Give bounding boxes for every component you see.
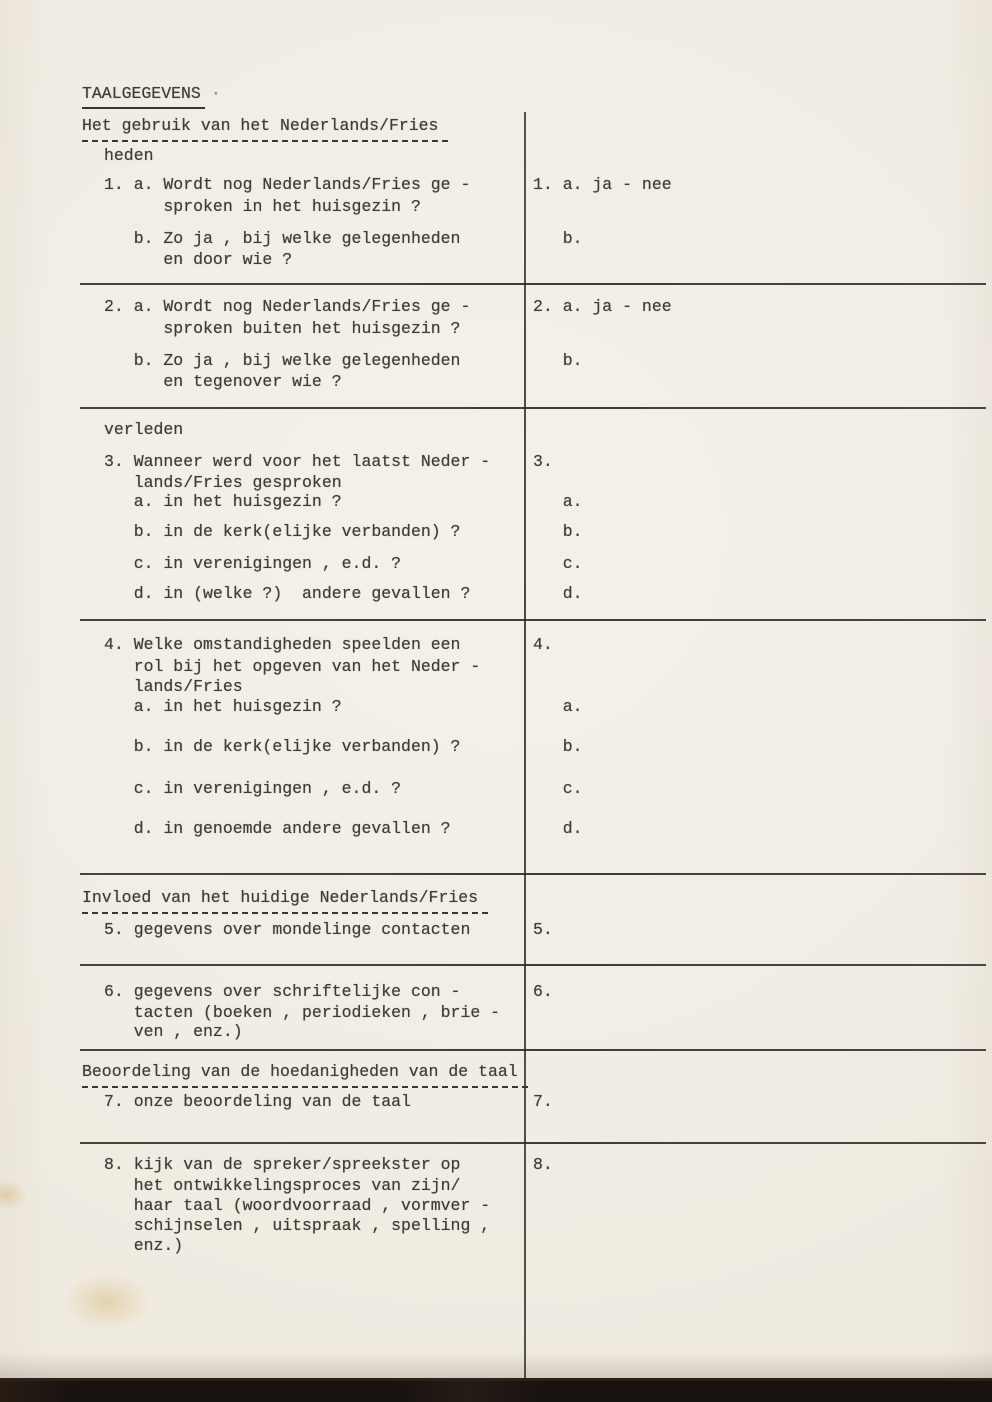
answer-2-line-2: b.: [533, 351, 583, 370]
question-1-line-1: 1. a. Wordt nog Nederlands/Fries ge -: [104, 175, 471, 194]
question-2-line-3: b. Zo ja , bij welke gelegenheden: [104, 351, 461, 370]
question-8-line-2: het ontwikkelingsproces van zijn/: [104, 1176, 461, 1195]
page-title: [82, 84, 221, 109]
answer-3-letter-a: a.: [533, 492, 583, 511]
horizontal-rule-4: [80, 873, 986, 875]
answer-4-letter-a: a.: [533, 697, 583, 716]
question-1-line-2: sproken in het huisgezin ?: [104, 197, 421, 216]
title-stray-dot: ·: [210, 84, 221, 103]
question-1-line-4: en door wie ?: [104, 250, 293, 269]
answer-3-letter-b: b.: [533, 522, 583, 541]
question-8-line-1: 8. kijk van de spreker/spreekster op: [104, 1155, 461, 1174]
answer-7-number: 7.: [533, 1092, 553, 1111]
question-3-item-d: d. in (welke ?) andere gevallen ?: [104, 584, 471, 603]
question-3-item-a: a. in het huisgezin ?: [104, 492, 342, 511]
section-heading-gebruik: [82, 116, 448, 142]
column-divider-line: [524, 112, 526, 1378]
answer-3-letter-c: c.: [533, 554, 583, 573]
question-4-item-c: c. in verenigingen , e.d. ?: [104, 779, 402, 798]
question-2-line-4: en tegenover wie ?: [104, 372, 342, 391]
page-title-text: TAALGEGEVENS: [82, 84, 205, 109]
paper-stain-large: [62, 1272, 152, 1332]
paper-stain-edge: [0, 1180, 28, 1210]
section-heading-invloed-text: Invloed van het huidige Nederlands/Fries: [82, 888, 488, 914]
scan-edge-bar: [0, 1378, 992, 1402]
question-5-line-1: 5. gegevens over mondelinge contacten: [104, 920, 471, 939]
question-8-line-3: haar taal (woordvoorraad , vormver -: [104, 1196, 491, 1215]
section-heading-gebruik-text: Het gebruik van het Nederlands/Fries: [82, 116, 448, 142]
horizontal-rule-2: [80, 407, 986, 409]
horizontal-rule-6: [80, 1049, 986, 1051]
question-4-line-1: 4. Welke omstandigheden speelden een: [104, 635, 461, 654]
question-1-line-3: b. Zo ja , bij welke gelegenheden: [104, 229, 461, 248]
answer-3-letter-d: d.: [533, 584, 583, 603]
answer-6-number: 6.: [533, 982, 553, 1001]
question-2-line-1: 2. a. Wordt nog Nederlands/Fries ge -: [104, 297, 471, 316]
question-2-line-2: sproken buiten het huisgezin ?: [104, 319, 461, 338]
answer-4-number: 4.: [533, 635, 553, 654]
answer-8-number: 8.: [533, 1155, 553, 1174]
question-3-item-c: c. in verenigingen , e.d. ?: [104, 554, 402, 573]
question-8-line-5: enz.): [104, 1236, 184, 1255]
question-3-line-1: 3. Wanneer werd voor het laatst Neder -: [104, 452, 491, 471]
section-heading-invloed: [82, 888, 488, 914]
horizontal-rule-3: [80, 619, 986, 621]
question-6-line-2: tacten (boeken , periodieken , brie -: [104, 1003, 501, 1022]
question-4-line-3: lands/Fries: [104, 677, 243, 696]
question-8-line-4: schijnselen , uitspraak , spelling ,: [104, 1216, 491, 1235]
question-4-item-a: a. in het huisgezin ?: [104, 697, 342, 716]
answer-5-number: 5.: [533, 920, 553, 939]
answer-3-number: 3.: [533, 452, 553, 471]
answer-1-line-1: 1. a. ja - nee: [533, 175, 672, 194]
section-heading-beoordeling-text: Beoordeling van de hoedanigheden van de taal: [82, 1062, 528, 1088]
section-heading-beoordeling: [82, 1062, 528, 1088]
question-4-item-d: d. in genoemde andere gevallen ?: [104, 819, 451, 838]
answer-4-letter-b: b.: [533, 737, 583, 756]
question-4-line-2: rol bij het opgeven van het Neder -: [104, 657, 481, 676]
question-7-line-1: 7. onze beoordeling van de taal: [104, 1092, 411, 1111]
question-6-line-3: ven , enz.): [104, 1022, 243, 1041]
answer-1-line-2: b.: [533, 229, 583, 248]
horizontal-rule-7: [80, 1142, 986, 1144]
question-6-line-1: 6. gegevens over schriftelijke con -: [104, 982, 461, 1001]
subheading-heden: heden: [104, 146, 154, 165]
answer-4-letter-c: c.: [533, 779, 583, 798]
horizontal-rule-1: [80, 283, 986, 285]
subheading-verleden: verleden: [104, 420, 184, 439]
answer-4-letter-d: d.: [533, 819, 583, 838]
question-3-item-b: b. in de kerk(elijke verbanden) ?: [104, 522, 461, 541]
paper-bottom-shadow: [0, 1352, 992, 1378]
horizontal-rule-5: [80, 964, 986, 966]
question-4-item-b: b. in de kerk(elijke verbanden) ?: [104, 737, 461, 756]
question-3-line-2: lands/Fries gesproken: [104, 473, 342, 492]
answer-2-line-1: 2. a. ja - nee: [533, 297, 672, 316]
